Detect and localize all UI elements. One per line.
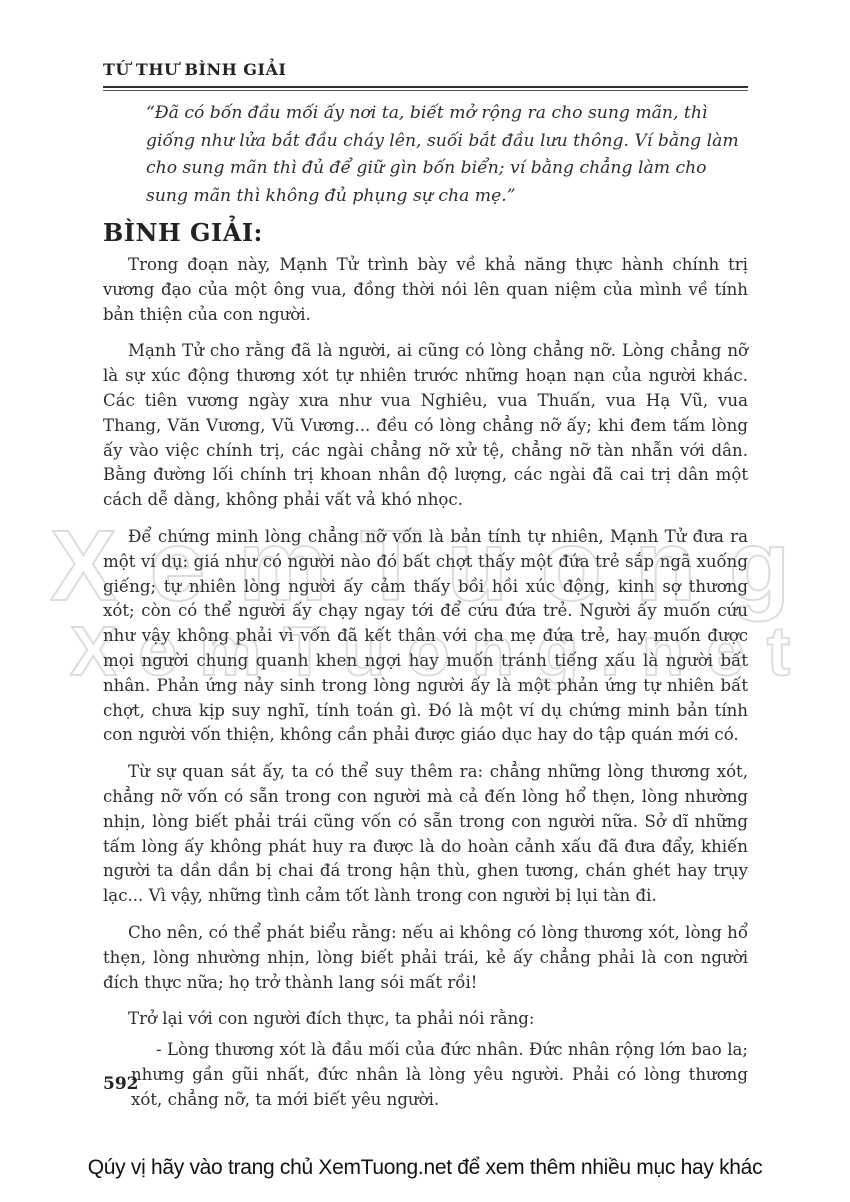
footer-banner: Qúy vị hãy vào trang chủ XemTuong.net để xem thêm nhiều mục hay khác — [87, 1156, 763, 1179]
paragraph: Cho nên, có thể phát biểu rằng: nếu ai không có lòng thương xót, lòng hổ thẹn, lòng nhường nhịn, lòng biết phải trái, kẻ ấy chẳng phải là con người đích thực nữa; họ trở thành lang sói mất rồi! — [103, 922, 748, 992]
header-rule-thin — [103, 90, 748, 91]
watermark-line-1: XemTuong — [50, 520, 790, 622]
bullet-item: - Lòng thương xót là đầu mối của đức nhân. Đức nhân rộng lớn bao la; nhưng gần gũi nhất, đức nhân là lòng yêu người. Phải có lòng thương xót, chẳng nỡ, ta mới biết yêu người. — [131, 1040, 748, 1109]
header-rule-thick — [103, 86, 748, 88]
quote-block: “Đã có bốn đầu mối ấy nơi ta, biết mở rộng ra cho sung mãn, thì giống như lửa bắt đầu cháy lên, suối bắt đầu lưu thông. Ví bằng làm cho sung mãn thì đủ để giữ gìn bốn biển; ví bằng chẳng làm cho sung mãn thì không đủ phụng sự cha mẹ.” — [146, 103, 739, 206]
section-heading: BÌNH GIẢI: — [103, 218, 263, 247]
paragraph: Trở lại với con người đích thực, ta phải nói rằng: — [128, 1009, 535, 1029]
running-header: TỨ THƯ BÌNH GIẢI — [103, 60, 287, 79]
paragraph: Từ sự quan sát ấy, ta có thể suy thêm ra: chẳng những lòng thương xót, chẳng nỡ vốn có sẵn trong con người mà cả đến lòng hổ thẹn, lòng nhường nhịn, lòng biết phải trái cũng vốn có sẵn trong con người nữa. Sở dĩ những tấm lòng ấy không phát huy ra được là do hoàn cảnh xấu đã đưa đẩy, khiến người ta dần dần bị chai đá trong hận thù, ghen tương, chán ghét hay trụy lạc... Vì vậy, những tình cảm tốt lành trong con người bị lụi tàn đi. — [103, 762, 748, 906]
body-text — [103, 253, 748, 1125]
paragraph: Để chứng minh lòng chẳng nỡ vốn là bản tính tự nhiên, Mạnh Tử đưa ra một ví dụ: giá như có người nào đó bất chợt thấy một đứa trẻ sắp ngã xuống giếng; tự nhiên lòng người ấy cảm thấy bồi hồi xúc động, kinh sợ thương xót; còn có thể người ấy chạy ngay tới để cứu đứa trẻ. Người ấy muốn cứu như vậy không phải vì vốn đã kết thân với cha mẹ đứa trẻ, hay muốn được mọi người chung quanh khen ngợi hay muốn tránh tiếng xấu là người bất nhân. Phản ứng nảy sinh trong lòng người ấy là một phản ứng tự nhiên bất chợt, chưa kịp suy nghĩ, tính toán gì. Đó là một ví dụ chứng minh bản tính con người vốn thiện, không cần phải được giáo dục hay do tập quán mới có. — [103, 526, 748, 745]
page-number: 592 — [103, 1074, 139, 1094]
paragraph: Trong đoạn này, Mạnh Tử trình bày về khả năng thực hành chính trị vương đạo của một ông vua, đồng thời nói lên quan niệm của mình về tính bản thiện của con người. — [103, 255, 748, 324]
watermark-line-2: XemTuong.net — [70, 612, 790, 690]
paragraph: Mạnh Tử cho rằng đã là người, ai cũng có lòng chẳng nỡ. Lòng chẳng nỡ là sự xúc động thương xót tự nhiên trước những hoạn nạn của người khác. Các tiên vương ngày xưa như vua Nghiêu, vua Thuấn, vua Hạ Vũ, vua Thang, Văn Vương, Vũ Vương... đều có lòng chẳng nỡ ấy; khi đem tấm lòng ấy vào việc chính trị, các ngài chẳng nỡ xử tệ, chẳng nỡ tàn nhẫn với dân. Bằng đường lối chính trị khoan nhân độ lượng, các ngài đã cai trị dân một cách dễ dàng, không phải vất vả khó nhọc. — [103, 341, 748, 510]
